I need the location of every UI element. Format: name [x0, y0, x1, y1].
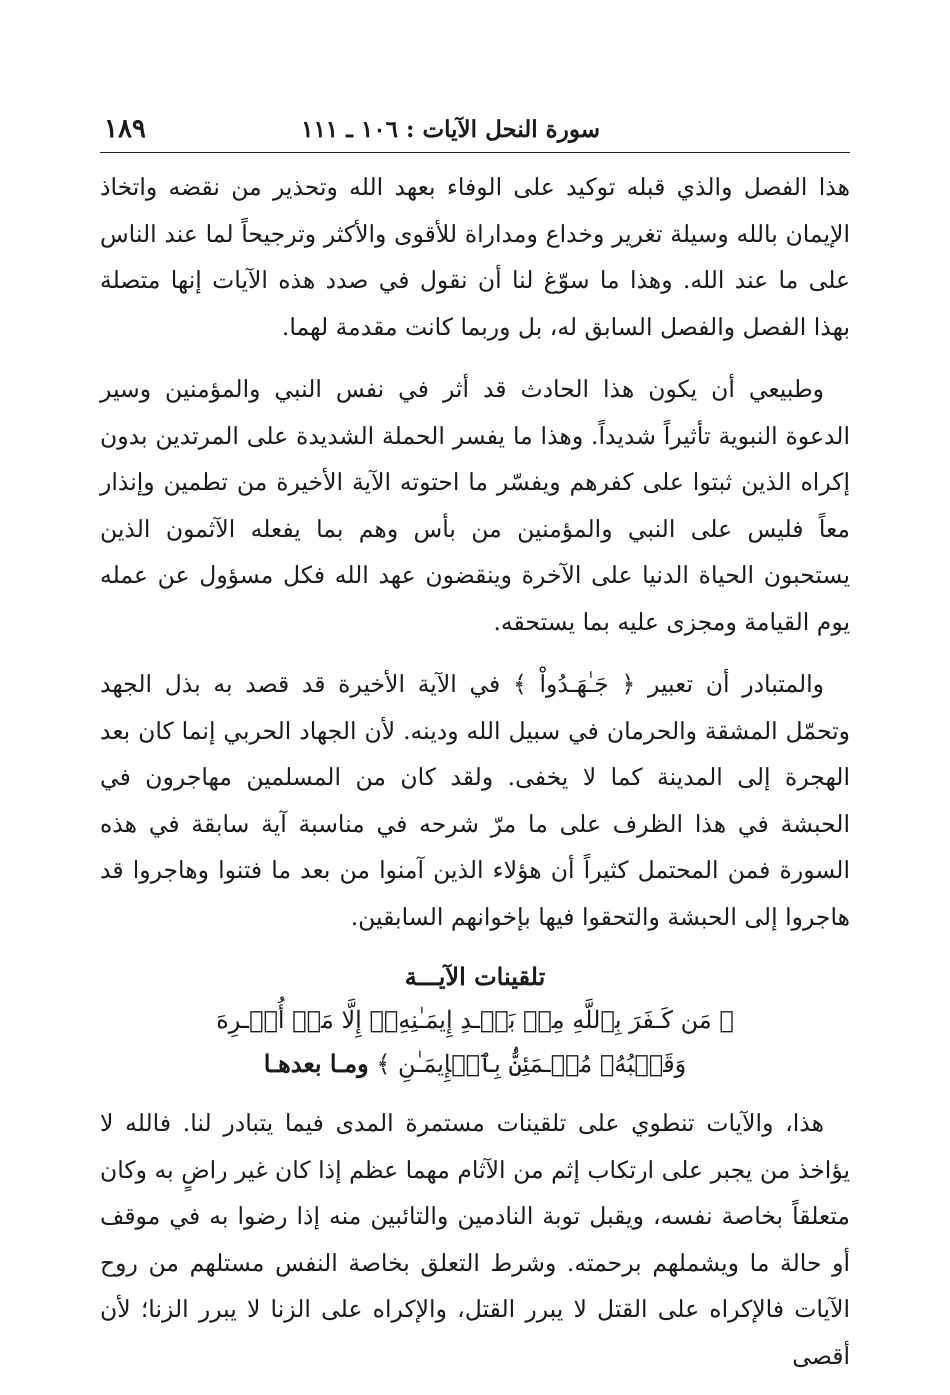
- section-heading: تلقينات الآيـــة: [404, 962, 546, 991]
- quoted-verse: [100, 998, 850, 1086]
- verse-line-1: ﴿ مَن كَـفَرَ بِٱللَّهِ مِنۢ بَعۡـدِ إِيمَـٰنِهِۦٓ إِلَّا مَنۡ أُكۡـرِهَ: [216, 1006, 734, 1034]
- verse-suffix: ومـا بعدهـا: [263, 1049, 369, 1078]
- verse-line-2: [100, 1042, 850, 1086]
- page-number: ١٨٩: [104, 114, 146, 144]
- paragraph-1: هذا الفصل والذي قبله توكيد على الوفاء بعهد الله وتحذير من نقضه واتخاذ الإيمان بالله وسيلة تغرير وخداع ومداراة للأقوى والأكثر وترجيحاً لما عند الناس على ما عند الله. وهذا ما سوّغ لنا أن نقول في صدد هذه الآيات إنها متصلة بهذا الفصل والفصل السابق له، بل وربما كانت مقدمة لهما.: [100, 173, 850, 341]
- paragraph-4: هذا، والآيات تنطوي على تلقينات مستمرة المدى فيما يتبادر لنا. فالله لا يؤاخذ من يجبر على ارتكاب إثم من الآثام مهما عظم إذا كان غير راضٍ به وكان متعلقاً بخاصة نفسه، ويقبل توبة النادمين والتائبين منه إذا رضوا به في موقف أو حالة ما ويشملهم برحمته. وشرط التعلق بخاصة النفس مستلهم من روح الآيات فالإكراه على القتل لا يبرر القتل، والإكراه على الزنا لا يبرر الزنا؛ لأن أقصى: [100, 1109, 850, 1370]
- paragraph-2: وطبيعي أن يكون هذا الحادث قد أثر في نفس النبي والمؤمنين وسير الدعوة النبوية تأثيراً شديداً. وهذا ما يفسر الحملة الشديدة على المرتدين بدون إكراه الذين ثبتوا على كفرهم ويفسّر ما احتوته الآية الأخيرة من تطمين وإنذار معاً فليس على النبي والمؤمنين من بأس وهم بما يفعله الآثمون الذين يستحبون الحياة الدنيا على الآخرة وينقضون عهد الله فكل مسؤول عن عمله يوم القيامة ومجزى عليه بما يستحقه.: [100, 375, 850, 636]
- running-title: سورة النحل الآيات : ١٠٦ ـ ١١١: [301, 116, 600, 143]
- paragraph-3: والمتبادر أن تعبير ﴿ جَـٰهَـدُواْ ﴾ في الآية الأخيرة قد قصد به بذل الجهد وتحمّل المشقة والحرمان في سبيل الله ودينه. لأن الجهاد الحربي إنما كان بعد الهجرة إلى المدينة كما لا يخفى. ولقد كان من المسلمين مهاجرون في الحبشة في هذا الظرف على ما مرّ شرحه في مناسبة آية سابقة في هذه السورة فمن المحتمل كثيراً أن هؤلاء الذين آمنوا من بعد ما فتنوا وهاجروا قد هاجروا إلى الحبشة والتحقوا فيها بإخوانهم السابقين.: [100, 670, 850, 931]
- verse-line-2-text: وَقَلۡبُهُۥ مُطۡـمَئِنُّۢ بِٱلۡإِيمَـٰنِ ﴾: [376, 1050, 687, 1078]
- page-header: [100, 114, 850, 153]
- page-body: [100, 164, 850, 1395]
